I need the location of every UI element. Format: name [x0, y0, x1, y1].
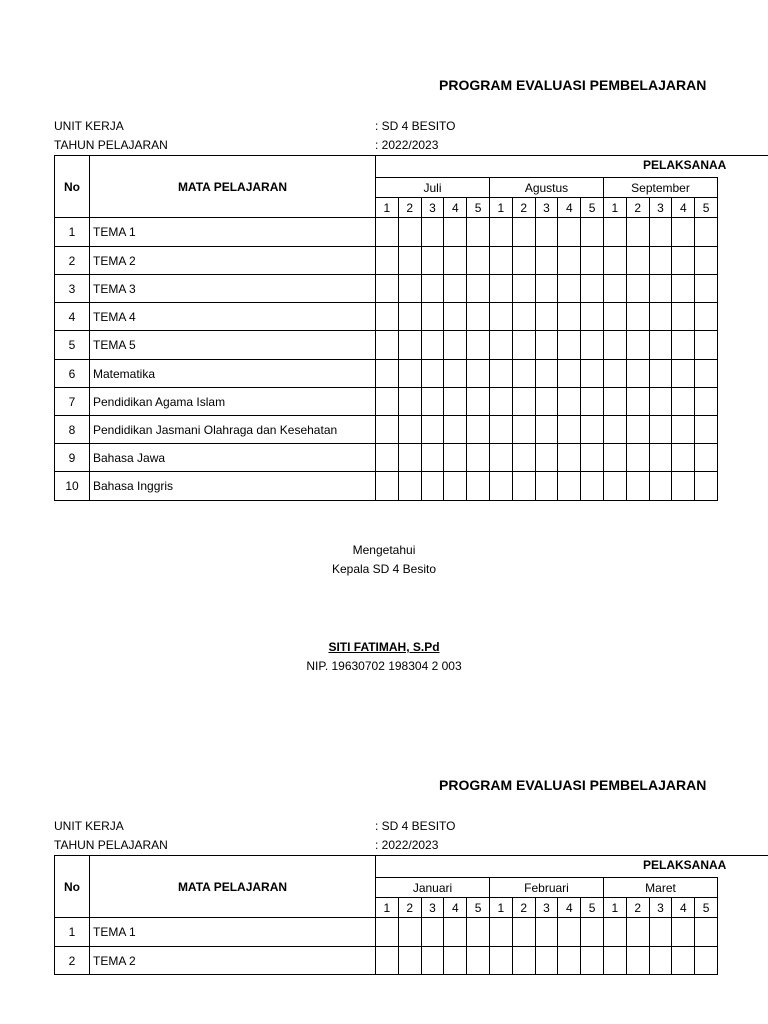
schedule-cell — [466, 330, 489, 359]
schedule-cell — [443, 443, 466, 471]
evaluation-table-2 — [54, 855, 768, 975]
week-header: 5 — [580, 897, 603, 917]
schedule-cell — [694, 330, 717, 359]
schedule-cell — [626, 946, 649, 974]
schedule-cell — [535, 917, 558, 946]
schedule-cell — [421, 471, 444, 500]
schedule-cell — [466, 946, 489, 974]
schedule-cell — [375, 217, 398, 246]
schedule-cell — [694, 443, 717, 471]
signature-nip: NIP. 19630702 198304 2 003 — [306, 659, 462, 673]
schedule-cell — [603, 946, 626, 974]
year-value: : 2022/2023 — [375, 138, 439, 152]
schedule-cell — [694, 471, 717, 500]
schedule-cell — [671, 443, 694, 471]
schedule-cell — [671, 330, 694, 359]
header-no: No — [54, 855, 89, 917]
header-subject: MATA PELAJARAN — [89, 855, 375, 917]
schedule-cell — [421, 359, 444, 387]
schedule-cell — [512, 330, 535, 359]
schedule-cell — [535, 359, 558, 387]
schedule-cell — [649, 359, 672, 387]
schedule-cell — [421, 917, 444, 946]
table-row-no: 1 — [54, 217, 89, 246]
week-header: 2 — [626, 897, 649, 917]
schedule-cell — [580, 330, 603, 359]
unit-value: : SD 4 BESITO — [375, 119, 456, 133]
pelaksanaan-header-2: PELAKSANAA — [643, 858, 727, 872]
schedule-cell — [398, 443, 421, 471]
schedule-cell — [626, 246, 649, 274]
schedule-cell — [375, 302, 398, 330]
schedule-cell — [443, 359, 466, 387]
schedule-cell — [375, 330, 398, 359]
week-header: 5 — [694, 897, 717, 917]
schedule-cell — [557, 302, 580, 330]
signature-name-wrap — [0, 640, 768, 654]
schedule-cell — [421, 217, 444, 246]
schedule-cell — [443, 217, 466, 246]
schedule-cell — [580, 246, 603, 274]
header-subject: MATA PELAJARAN — [89, 155, 375, 217]
schedule-cell — [398, 330, 421, 359]
schedule-cell — [466, 274, 489, 302]
schedule-cell — [466, 246, 489, 274]
schedule-cell — [535, 415, 558, 443]
schedule-cell — [535, 246, 558, 274]
unit-label: UNIT KERJA — [54, 119, 124, 133]
schedule-cell — [489, 359, 512, 387]
schedule-cell — [557, 946, 580, 974]
schedule-cell — [694, 302, 717, 330]
week-header: 1 — [489, 897, 512, 917]
schedule-cell — [694, 917, 717, 946]
schedule-cell — [580, 443, 603, 471]
month-header: Januari — [375, 877, 489, 897]
schedule-cell — [626, 387, 649, 415]
schedule-cell — [671, 302, 694, 330]
year-label: TAHUN PELAJARAN — [54, 138, 168, 152]
table-row-no: 7 — [54, 387, 89, 415]
schedule-cell — [626, 415, 649, 443]
table-row-subject: Matematika — [89, 359, 375, 387]
schedule-cell — [398, 471, 421, 500]
schedule-cell — [694, 415, 717, 443]
schedule-cell — [626, 917, 649, 946]
schedule-cell — [557, 246, 580, 274]
schedule-cell — [466, 917, 489, 946]
schedule-cell — [557, 217, 580, 246]
table-row-subject: TEMA 2 — [89, 246, 375, 274]
table-row-no: 9 — [54, 443, 89, 471]
schedule-cell — [466, 302, 489, 330]
schedule-cell — [649, 946, 672, 974]
schedule-cell — [489, 330, 512, 359]
week-header: 3 — [535, 197, 558, 217]
unit-value-2: : SD 4 BESITO — [375, 819, 456, 833]
schedule-cell — [557, 917, 580, 946]
schedule-cell — [512, 274, 535, 302]
schedule-cell — [603, 330, 626, 359]
schedule-cell — [603, 387, 626, 415]
schedule-cell — [557, 443, 580, 471]
year-value-2: : 2022/2023 — [375, 838, 439, 852]
schedule-cell — [512, 246, 535, 274]
schedule-cell — [375, 471, 398, 500]
schedule-cell — [489, 917, 512, 946]
schedule-cell — [512, 946, 535, 974]
signature-acknowledge: Mengetahui — [352, 543, 416, 557]
schedule-cell — [512, 471, 535, 500]
schedule-cell — [443, 946, 466, 974]
schedule-cell — [694, 246, 717, 274]
schedule-cell — [466, 217, 489, 246]
schedule-cell — [489, 246, 512, 274]
table-row-no: 8 — [54, 415, 89, 443]
schedule-cell — [375, 917, 398, 946]
schedule-cell — [671, 471, 694, 500]
schedule-cell — [489, 274, 512, 302]
schedule-cell — [694, 359, 717, 387]
signature-name: SITI FATIMAH, S.Pd — [328, 640, 440, 654]
week-header: 3 — [421, 897, 444, 917]
week-header: 1 — [375, 897, 398, 917]
schedule-cell — [603, 443, 626, 471]
week-header: 1 — [603, 197, 626, 217]
week-header: 5 — [580, 197, 603, 217]
schedule-cell — [649, 217, 672, 246]
schedule-cell — [671, 246, 694, 274]
schedule-cell — [535, 302, 558, 330]
week-header: 4 — [557, 197, 580, 217]
schedule-cell — [489, 217, 512, 246]
schedule-cell — [489, 387, 512, 415]
schedule-cell — [580, 946, 603, 974]
schedule-cell — [626, 443, 649, 471]
week-header: 4 — [671, 197, 694, 217]
table-row-subject: TEMA 5 — [89, 330, 375, 359]
schedule-cell — [512, 387, 535, 415]
schedule-cell — [375, 415, 398, 443]
schedule-cell — [466, 471, 489, 500]
schedule-cell — [557, 471, 580, 500]
schedule-cell — [557, 415, 580, 443]
schedule-cell — [398, 246, 421, 274]
table-row-subject: TEMA 2 — [89, 946, 375, 974]
table-row-no: 6 — [54, 359, 89, 387]
schedule-cell — [626, 359, 649, 387]
schedule-cell — [512, 917, 535, 946]
schedule-cell — [421, 274, 444, 302]
table-row-subject: Bahasa Inggris — [89, 471, 375, 500]
schedule-cell — [694, 946, 717, 974]
schedule-cell — [398, 415, 421, 443]
table-row-subject: TEMA 4 — [89, 302, 375, 330]
week-header: 5 — [466, 897, 489, 917]
schedule-cell — [421, 946, 444, 974]
schedule-cell — [535, 330, 558, 359]
table-row-no: 3 — [54, 274, 89, 302]
schedule-cell — [535, 217, 558, 246]
schedule-cell — [580, 302, 603, 330]
schedule-cell — [398, 359, 421, 387]
schedule-cell — [626, 471, 649, 500]
schedule-cell — [671, 359, 694, 387]
schedule-cell — [443, 415, 466, 443]
schedule-cell — [580, 415, 603, 443]
schedule-cell — [443, 917, 466, 946]
pelaksanaan-header: PELAKSANAA — [643, 158, 727, 172]
schedule-cell — [512, 415, 535, 443]
week-header: 2 — [512, 897, 535, 917]
schedule-cell — [603, 246, 626, 274]
schedule-cell — [375, 274, 398, 302]
schedule-cell — [649, 302, 672, 330]
schedule-cell — [603, 217, 626, 246]
schedule-cell — [535, 471, 558, 500]
week-header: 3 — [421, 197, 444, 217]
table-row-no: 2 — [54, 946, 89, 974]
signature-title: Kepala SD 4 Besito — [331, 562, 437, 576]
table-row-subject: Bahasa Jawa — [89, 443, 375, 471]
week-header: 3 — [649, 197, 672, 217]
schedule-cell — [398, 946, 421, 974]
schedule-cell — [398, 387, 421, 415]
schedule-cell — [649, 471, 672, 500]
schedule-cell — [443, 246, 466, 274]
schedule-cell — [443, 330, 466, 359]
pelaksanaan-cell — [375, 855, 768, 877]
table-row-no: 5 — [54, 330, 89, 359]
schedule-cell — [489, 302, 512, 330]
schedule-cell — [512, 302, 535, 330]
schedule-cell — [626, 302, 649, 330]
schedule-cell — [535, 274, 558, 302]
week-header: 4 — [557, 897, 580, 917]
schedule-cell — [512, 359, 535, 387]
schedule-cell — [694, 217, 717, 246]
table-row-subject: Pendidikan Agama Islam — [89, 387, 375, 415]
table-row-no: 10 — [54, 471, 89, 500]
schedule-cell — [671, 917, 694, 946]
schedule-cell — [603, 415, 626, 443]
schedule-cell — [671, 217, 694, 246]
schedule-cell — [512, 217, 535, 246]
schedule-cell — [580, 359, 603, 387]
month-header: Februari — [489, 877, 603, 897]
table-row-subject: TEMA 1 — [89, 917, 375, 946]
week-header: 2 — [398, 897, 421, 917]
schedule-cell — [421, 302, 444, 330]
week-header: 3 — [649, 897, 672, 917]
schedule-cell — [580, 917, 603, 946]
schedule-cell — [671, 946, 694, 974]
schedule-cell — [375, 359, 398, 387]
schedule-cell — [489, 946, 512, 974]
schedule-cell — [694, 274, 717, 302]
schedule-cell — [375, 946, 398, 974]
schedule-cell — [649, 274, 672, 302]
schedule-cell — [649, 917, 672, 946]
week-header: 5 — [694, 197, 717, 217]
month-header: Agustus — [489, 177, 603, 197]
schedule-cell — [649, 330, 672, 359]
table-row-subject: TEMA 1 — [89, 217, 375, 246]
schedule-cell — [649, 415, 672, 443]
schedule-cell — [557, 330, 580, 359]
week-header: 1 — [375, 197, 398, 217]
schedule-cell — [557, 359, 580, 387]
page-title: PROGRAM EVALUASI PEMBELAJARAN — [439, 77, 707, 93]
month-header: September — [603, 177, 717, 197]
schedule-cell — [535, 443, 558, 471]
schedule-cell — [443, 274, 466, 302]
schedule-cell — [626, 274, 649, 302]
schedule-cell — [626, 330, 649, 359]
schedule-cell — [603, 917, 626, 946]
schedule-cell — [535, 946, 558, 974]
schedule-cell — [443, 471, 466, 500]
table-row-no: 4 — [54, 302, 89, 330]
table-row-subject: TEMA 3 — [89, 274, 375, 302]
schedule-cell — [466, 359, 489, 387]
schedule-cell — [421, 387, 444, 415]
schedule-cell — [557, 387, 580, 415]
header-no: No — [54, 155, 89, 217]
schedule-cell — [671, 387, 694, 415]
schedule-cell — [626, 217, 649, 246]
week-header: 2 — [512, 197, 535, 217]
schedule-cell — [580, 274, 603, 302]
week-header: 5 — [466, 197, 489, 217]
week-header: 2 — [398, 197, 421, 217]
schedule-cell — [603, 471, 626, 500]
schedule-cell — [580, 471, 603, 500]
pelaksanaan-cell — [375, 155, 768, 177]
schedule-cell — [557, 274, 580, 302]
schedule-cell — [421, 246, 444, 274]
schedule-cell — [421, 443, 444, 471]
schedule-cell — [671, 274, 694, 302]
schedule-cell — [671, 415, 694, 443]
schedule-cell — [466, 415, 489, 443]
evaluation-table — [54, 155, 768, 501]
schedule-cell — [421, 415, 444, 443]
schedule-cell — [489, 415, 512, 443]
schedule-cell — [580, 387, 603, 415]
schedule-cell — [375, 387, 398, 415]
schedule-cell — [421, 330, 444, 359]
schedule-cell — [603, 302, 626, 330]
week-header: 4 — [443, 897, 466, 917]
schedule-cell — [694, 387, 717, 415]
page-title-2: PROGRAM EVALUASI PEMBELAJARAN — [439, 777, 707, 793]
schedule-cell — [512, 443, 535, 471]
schedule-cell — [649, 443, 672, 471]
schedule-cell — [489, 443, 512, 471]
month-header: Juli — [375, 177, 489, 197]
table-row-no: 2 — [54, 246, 89, 274]
schedule-cell — [398, 917, 421, 946]
schedule-cell — [443, 302, 466, 330]
month-header: Maret — [603, 877, 717, 897]
schedule-cell — [398, 274, 421, 302]
schedule-cell — [489, 471, 512, 500]
week-header: 4 — [671, 897, 694, 917]
year-label-2: TAHUN PELAJARAN — [54, 838, 168, 852]
schedule-cell — [375, 246, 398, 274]
table-row-no: 1 — [54, 917, 89, 946]
week-header: 1 — [603, 897, 626, 917]
schedule-cell — [398, 217, 421, 246]
schedule-cell — [535, 387, 558, 415]
schedule-cell — [580, 217, 603, 246]
week-header: 2 — [626, 197, 649, 217]
schedule-cell — [649, 387, 672, 415]
schedule-cell — [466, 387, 489, 415]
schedule-cell — [375, 443, 398, 471]
week-header: 1 — [489, 197, 512, 217]
week-header: 3 — [535, 897, 558, 917]
table-row-subject: Pendidikan Jasmani Olahraga dan Kesehatan — [89, 415, 375, 443]
schedule-cell — [398, 302, 421, 330]
schedule-cell — [466, 443, 489, 471]
week-header: 4 — [443, 197, 466, 217]
schedule-cell — [603, 274, 626, 302]
unit-label-2: UNIT KERJA — [54, 819, 124, 833]
schedule-cell — [603, 359, 626, 387]
schedule-cell — [443, 387, 466, 415]
schedule-cell — [649, 246, 672, 274]
